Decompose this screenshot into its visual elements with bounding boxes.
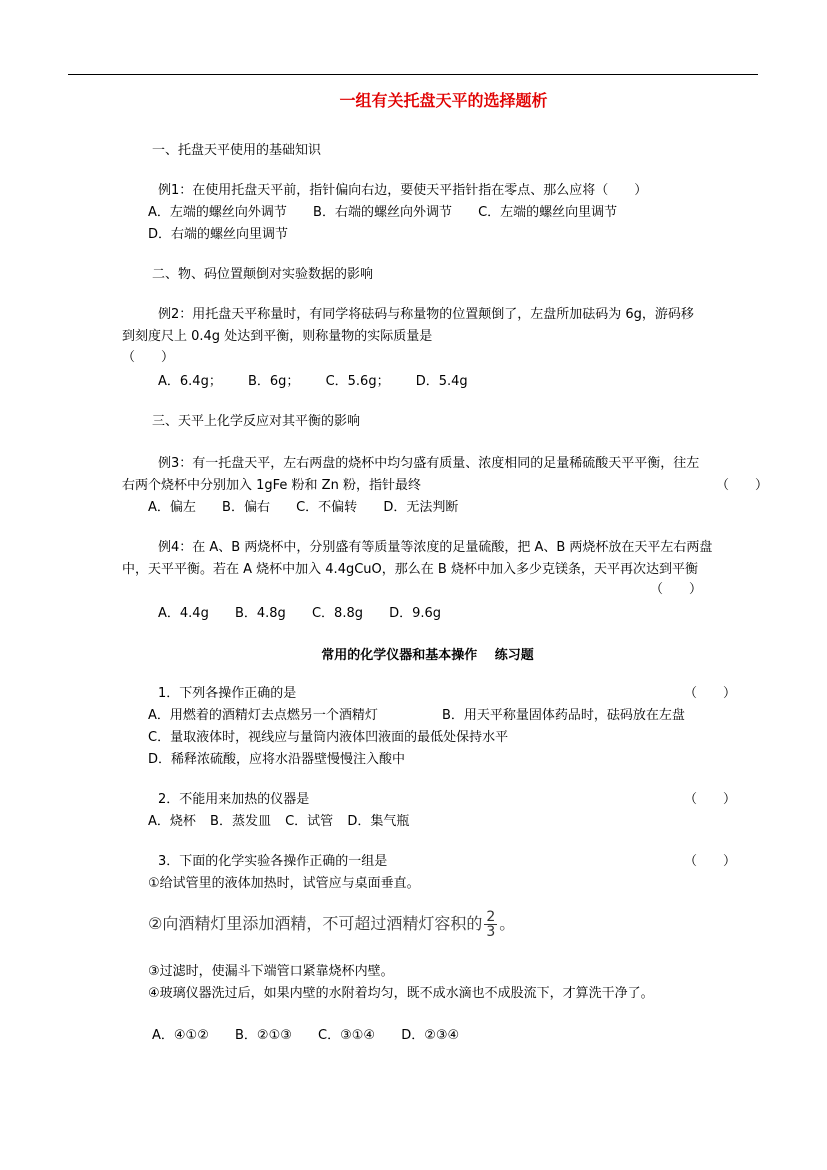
section-heading-2: 二、物、码位置颠倒对实验数据的影响 (152, 267, 374, 282)
option-b: B．4.8g (234, 606, 286, 621)
option-c: C．8.8g (311, 606, 363, 621)
section-heading-1: 一、托盘天平使用的基础知识 (152, 143, 322, 158)
section-heading-3: 三、天平上化学反应对其平衡的影响 (152, 414, 361, 429)
option-d: D．②③④ (401, 1028, 460, 1043)
question-1-option-a: A．用燃着的酒精灯去点燃另一个酒精灯 (148, 708, 378, 723)
example-2-line2: 到刻度尺上 0.4g 处达到平衡，则称量物的实际质量是 (122, 329, 433, 344)
option-c: C．左端的螺丝向里调节 (478, 205, 618, 220)
example-4-bracket: （ ） (650, 582, 703, 597)
option-c: C．③①④ (318, 1028, 376, 1043)
question-3: 3．下面的化学实验各操作正确的一组是 (158, 854, 388, 869)
example-4-options (158, 604, 463, 624)
question-3-statement-3: ③过滤时，使漏斗下端管口紧靠烧杯内壁。 (148, 964, 394, 979)
example-3-bracket: （ ） (716, 478, 769, 493)
question-3-options (152, 1026, 481, 1046)
option-a: A．6.4g； (158, 374, 222, 389)
option-c: C．5.6g； (325, 374, 390, 389)
question-3-bracket: （ ） (684, 854, 737, 869)
question-1-option-b: B．用天平称量固体药品时，砝码放在左盘 (442, 708, 685, 723)
option-a: A．左端的螺丝向外调节 (148, 205, 287, 220)
question-1-option-d: D．稀释浓硫酸，应将水沿器壁慢慢注入酸中 (148, 752, 406, 767)
question-1-option-c: C．量取液体时，视线应与量筒内液体凹液面的最低处保持水平 (148, 730, 509, 745)
option-c: C．不偏转 (296, 500, 358, 515)
option-d: D．集气瓶 (347, 814, 410, 829)
option-a: A．偏左 (148, 500, 196, 515)
example-1-question: 例1：在使用托盘天平前，指针偏向右边，要使天平指针指在零点、那么应将（ ） (158, 183, 648, 198)
option-a: A．④①② (152, 1028, 209, 1043)
fraction (484, 910, 497, 939)
option-b: B．偏右 (222, 500, 270, 515)
option-d: D．9.6g (389, 606, 442, 621)
question-2-bracket: （ ） (684, 792, 737, 807)
example-3-line1: 例3：有一托盘天平，左右两盘的烧杯中均匀盛有质量、浓度相同的足量稀硫酸天平平衡，往左 (158, 456, 700, 471)
page-title: 一组有关托盘天平的选择题析 (339, 91, 548, 110)
option-b: B．②①③ (235, 1028, 292, 1043)
example-2-bracket: （ ） (122, 350, 175, 365)
statement-2-text: ②向酒精灯里添加酒精，不可超过酒精灯容积的 (148, 914, 483, 933)
option-b: B．蒸发皿 (210, 814, 271, 829)
option-a: A．烧杯 (148, 814, 196, 829)
option-d: D．5.4g (415, 374, 468, 389)
question-3-statement-4: ④玻璃仪器洗过后，如果内壁的水附着均匀，既不成水滴也不成股流下，才算洗干净了。 (148, 986, 654, 1001)
question-2: 2．不能用来加热的仪器是 (158, 792, 310, 807)
example-2-line1: 例2：用托盘天平称量时，有同学将砝码与称量物的位置颠倒了，左盘所加砝码为 6g，游码移 (158, 307, 694, 322)
example-1-option-d: D．右端的螺丝向里调节 (148, 227, 289, 242)
question-3-statement-2 (148, 910, 515, 939)
example-3-line2: 右两个烧杯中分别加入 1gFe 粉和 Zn 粉，指针最终 (122, 478, 421, 493)
practice-subtitle: 常用的化学仪器和基本操作 练习题 (321, 648, 534, 663)
example-2-options (158, 372, 490, 392)
example-4-line2: 中，天平平衡。若在 A 烧杯中加入 4.4gCuO，那么在 B 烧杯中加入多少克镁条，天平再次达到平衡 (122, 562, 698, 577)
option-a: A．4.4g (158, 606, 209, 621)
header-rule (68, 74, 758, 75)
example-1-options-row1 (148, 203, 639, 223)
statement-2-end: 。 (499, 914, 516, 933)
question-3-statement-1: ①给试管里的液体加热时，试管应与桌面垂直。 (148, 876, 420, 891)
question-1: 1．下列各操作正确的是 (158, 686, 297, 701)
question-1-bracket: （ ） (684, 686, 737, 701)
fraction-numerator: 2 (486, 909, 496, 925)
question-2-options (148, 812, 431, 832)
option-b: B．6g； (247, 374, 300, 389)
option-d: D．无法判断 (383, 500, 459, 515)
example-3-options (148, 498, 480, 518)
fraction-denominator: 3 (486, 924, 496, 940)
example-4-line1: 例4：在 A、B 两烧杯中，分别盛有等质量等浓度的足量硫酸，把 A、B 两烧杯放在天平左右两盘 (158, 540, 713, 555)
option-c: C．试管 (285, 814, 334, 829)
option-b: B．右端的螺丝向外调节 (313, 205, 452, 220)
